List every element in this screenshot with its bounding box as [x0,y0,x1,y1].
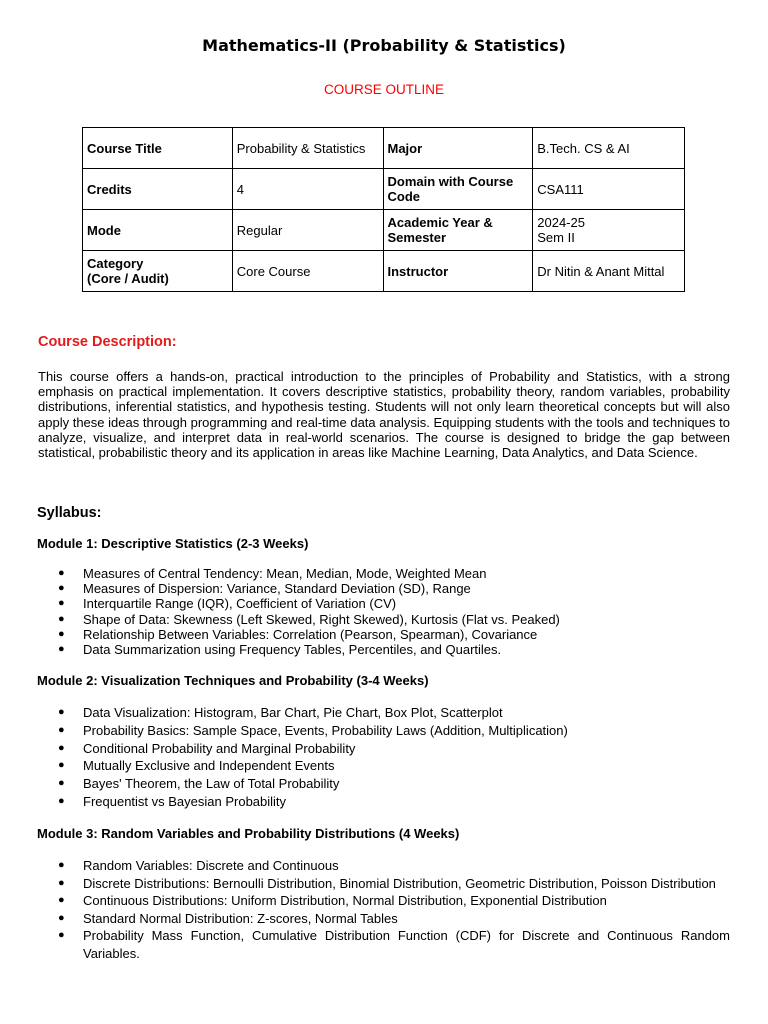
document-title: Mathematics-II (Probability & Statistics) [202,36,566,55]
module-2-list [38,704,730,811]
info-value: Regular [232,210,383,251]
bullet-icon: ● [58,723,65,736]
syllabus-item-text: Shape of Data: Skewness (Left Skewed, Right Skewed), Kurtosis (Flat vs. Peaked) [83,611,560,627]
course-description-heading: Course Description: [38,334,177,350]
syllabus-item-text: Relationship Between Variables: Correlation (Pearson, Spearman), Covariance [83,626,538,642]
syllabus-item-text: Frequentist vs Bayesian Probability [83,793,287,809]
syllabus-item-text: Interquartile Range (IQR), Coefficient of Variation (CV) [83,596,397,612]
bullet-icon: ● [58,741,65,754]
info-label: Course Title [83,128,233,169]
info-value: Probability & Statistics [232,128,383,169]
syllabus-item-text: Data Summarization using Frequency Tables, Percentiles, and Quartiles. [83,642,502,658]
info-table-row [83,251,685,292]
syllabus-list-item [38,612,730,627]
info-value: 4 [232,169,383,210]
info-table-row [83,210,685,251]
info-label: Domain with Course Code [383,169,533,210]
bullet-icon: ● [58,582,65,595]
info-value: 2024-25 Sem II [533,210,685,251]
syllabus-list-item [38,757,730,775]
syllabus-list-item [38,704,730,722]
syllabus-item-text: Random Variables: Discrete and Continuous [83,858,339,873]
syllabus-list-item [38,722,730,740]
syllabus-item-text: Mutually Exclusive and Independent Events [83,758,335,774]
syllabus-item-text: Measures of Central Tendency: Mean, Median, Mode, Weighted Mean [83,566,487,581]
syllabus-item-text: Continuous Distributions: Uniform Distribution, Normal Distribution, Exponential Distribution [83,893,607,908]
info-label: Academic Year & Semester [383,210,533,251]
syllabus-item-text: Standard Normal Distribution: Z-scores, Normal Tables [83,910,398,926]
module-3-list [38,857,730,962]
syllabus-list-item [38,875,730,893]
bullet-icon: ● [58,859,65,871]
bullet-icon: ● [58,567,65,579]
bullet-icon: ● [58,929,65,941]
module-3-heading: Module 3: Random Variables and Probability Distributions (4 Weeks) [37,826,460,841]
syllabus-item-text: Conditional Probability and Marginal Probability [83,740,356,756]
syllabus-list-item [38,566,730,581]
syllabus-heading: Syllabus: [37,505,102,521]
bullet-icon: ● [58,794,65,807]
syllabus-list-item [38,927,730,962]
syllabus-list-item [38,627,730,642]
info-value: CSA111 [533,169,685,210]
course-description-text: This course offers a hands-on, practical introduction to the principles of Probability and Statistics, with a strong emphasis on practical implementation. It covers descriptive statistics, probability theory, random variables, probability distributions, inferential statistics, and hypothesis testing. Students will not only learn theoretical concepts but will also apply these ideas through programming and real-time data analysis. Equipping students with the tools and techniques to analyze, visualize, and interpret data in real-world scenarios. The course is designed to bridge the gap between statistical, probabilistic theory and its application in areas like Machine Learning, Data Analytics, and Data Science. [38,369,730,461]
module-2-heading: Module 2: Visualization Techniques and Probability (3-4 Weeks) [37,673,429,688]
syllabus-item-text: Probability Basics: Sample Space, Events, Probability Laws (Addition, Multiplication) [83,722,568,738]
bullet-icon: ● [58,777,65,790]
bullet-icon: ● [58,597,65,610]
syllabus-list-item [38,596,730,611]
info-table-row [83,128,685,169]
syllabus-list-item [38,775,730,793]
info-label: Category (Core / Audit) [83,251,233,292]
course-info-table [82,127,685,292]
syllabus-list-item [38,910,730,928]
syllabus-list-item [38,581,730,596]
bullet-icon: ● [58,627,65,640]
bullet-icon: ● [58,894,65,906]
syllabus-list-item [38,740,730,758]
bullet-icon: ● [58,911,65,924]
bullet-icon: ● [58,643,65,656]
syllabus-list-item [38,642,730,657]
bullet-icon: ● [58,612,65,625]
info-label: Major [383,128,533,169]
info-value: B.Tech. CS & AI [533,128,685,169]
module-1-heading: Module 1: Descriptive Statistics (2-3 Weeks) [37,536,309,551]
info-label: Mode [83,210,233,251]
syllabus-list-item [38,857,730,875]
bullet-icon: ● [58,706,65,718]
syllabus-item-text: Measures of Dispersion: Variance, Standard Deviation (SD), Range [83,581,471,597]
bullet-icon: ● [58,759,65,772]
syllabus-item-text: Bayes' Theorem, the Law of Total Probability [83,776,340,792]
info-value: Dr Nitin & Anant Mittal [533,251,685,292]
info-label: Instructor [383,251,533,292]
syllabus-item-text: Probability Mass Function, Cumulative Distribution Function (CDF) for Discrete and Continuous Random Variables. [83,928,730,961]
info-label: Credits [83,169,233,210]
syllabus-list-item [38,793,730,811]
syllabus-item-text: Data Visualization: Histogram, Bar Chart, Pie Chart, Box Plot, Scatterplot [83,705,503,720]
info-value: Core Course [232,251,383,292]
info-table-row [83,169,685,210]
syllabus-item-text: Discrete Distributions: Bernoulli Distribution, Binomial Distribution, Geometric Distribution, Poisson Distribution [83,875,716,891]
bullet-icon: ● [58,876,65,889]
syllabus-list-item [38,892,730,910]
course-outline-subtitle: COURSE OUTLINE [323,82,445,97]
module-1-list [38,566,730,657]
